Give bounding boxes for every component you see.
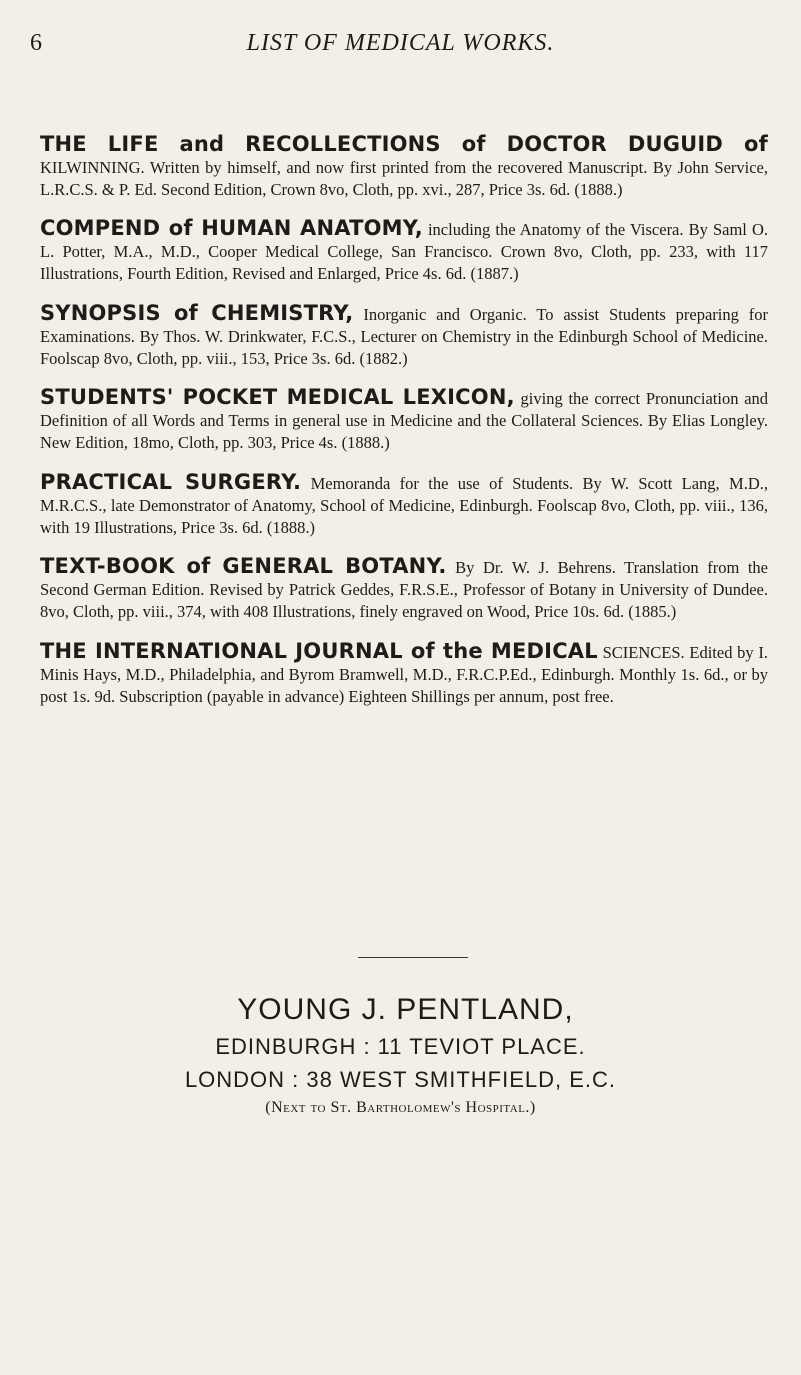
book-list — [40, 116, 768, 720]
book-entry-duguid — [40, 133, 768, 201]
page-number: 6 — [30, 30, 42, 56]
entry-description: SCIENCES. Edited by I. Minis Hays, M.D., Philadelphia, and Byrom Bramwell, M.D., F.R.C.P.Ed., Edinburgh. Monthly 1s. 6d., or by post 1s. 9d. Subscription (payable in advance) Eighteen Shillings per annum, post free. — [40, 642, 769, 706]
book-entry-lexicon — [40, 386, 768, 454]
publisher-location-note: (Next to St. Bartholomew's Hospital.) — [265, 1099, 536, 1116]
book-entry-chemistry — [40, 302, 768, 370]
entry-title: SYNOPSIS of CHEMISTRY, — [40, 300, 354, 325]
entry-description: Inorganic and Organic. To assist Students preparing for Examinations. By Thos. W. Drinkwater, F.C.S., Lecturer on Chemistry in the Edinburgh School of Medicine. Foolscap 8vo, Cloth, pp. viii., 153, Price 3s. 6d. (1882.) — [40, 304, 768, 368]
book-entry-anatomy — [40, 217, 768, 285]
entry-title: STUDENTS' POCKET MEDICAL LEXICON, — [40, 385, 515, 409]
entry-title: THE INTERNATIONAL JOURNAL of the MEDICAL — [40, 638, 598, 663]
entry-description: KILWINNING. Written by himself, and now first printed from the recovered Manuscript. By John Service, L.R.C.S. & P. Ed. Second Edition, Crown 8vo, Cloth, pp. xvi., 287, Price 3s. 6d. (1888.) — [40, 157, 768, 199]
entry-title: THE LIFE and RECOLLECTIONS of DOCTOR DUGUID of — [40, 131, 768, 156]
entry-description: giving the correct Pronunciation and Definition of all Words and Terms in general use in Medicine and the Collateral Sciences. By Elias Longley. New Edition, 18mo, Cloth, pp. 303, Price 4s. (1888.) — [40, 389, 769, 452]
entry-description: Memoranda for the use of Students. By W. Scott Lang, M.D., M.R.C.S., late Demonstrator of Anatomy, School of Medicine, Edinburgh. Foolscap 8vo, Cloth, pp. viii., 136, with 19 Illustrations, Price 3s. 6d. (1888.) — [40, 473, 769, 537]
publisher-edinburgh-address: EDINBURGH : 11 TEVIOT PLACE. — [215, 1034, 586, 1059]
book-entry-botany — [40, 555, 768, 623]
publisher-name: YOUNG J. PENTLAND, — [237, 993, 574, 1026]
page-header — [0, 28, 801, 58]
book-entry-journal — [40, 640, 768, 708]
running-title: LIST OF MEDICAL WORKS. — [246, 30, 555, 56]
publisher-london-address: LONDON : 38 WEST SMITHFIELD, E.C. — [184, 1067, 617, 1092]
entry-title: COMPEND of HUMAN ANATOMY, — [40, 216, 423, 240]
entry-description: By Dr. W. J. Behrens. Translation from the Second German Edition. Revised by Patrick Geddes, F.R.S.E., Professor of Botany in University of Dundee. 8vo, Cloth, pp. viii., 374, with 408 Illustrations, finely engraved on Wood, Price 10s. 6d. (1885.) — [40, 558, 769, 621]
entry-description: including the Anatomy of the Viscera. By Saml O. L. Potter, M.A., M.D., Cooper Medical College, San Francisco. Crown 8vo, Cloth, pp. 233, with 117 Illustrations, Fourth Edition, Revised and Enlarged, Price 4s. 6d. (1887.) — [40, 220, 768, 283]
entry-title: PRACTICAL SURGERY. — [40, 469, 302, 494]
publisher-imprint — [0, 990, 801, 1120]
divider-rule — [358, 957, 468, 958]
book-entry-surgery — [40, 471, 768, 539]
entry-title: TEXT-BOOK of GENERAL BOTANY. — [40, 554, 447, 578]
